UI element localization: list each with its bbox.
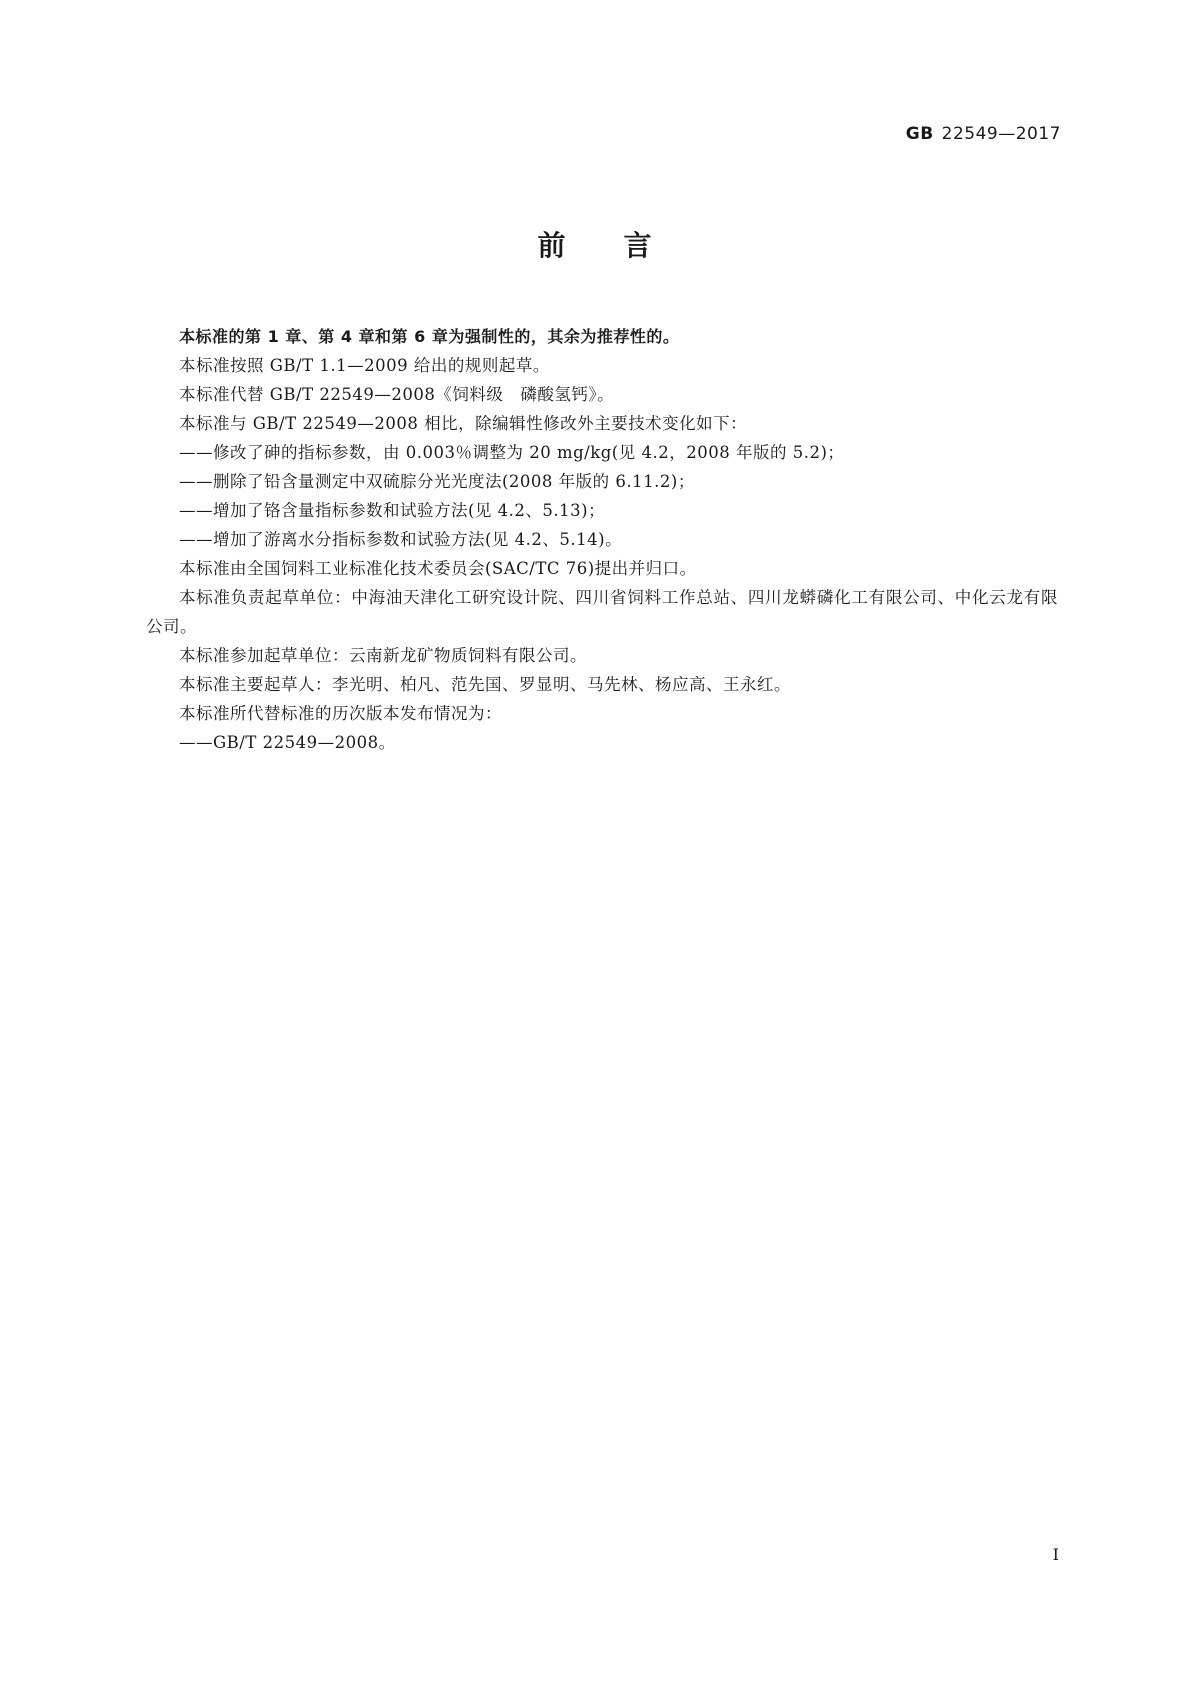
- page-title: [0, 224, 1191, 264]
- paragraph-proposed-by: 本标准由全国饲料工业标准化技术委员会(SAC/TC 76)提出并归口。: [179, 559, 697, 578]
- change-item-lead-method: ——删除了铅含量测定中双硫腙分光光度法(2008 年版的 6.11.2)；: [179, 472, 695, 491]
- title-char-2: 言: [623, 229, 654, 262]
- preface-body: [146, 322, 1058, 757]
- standard-number: 22549—2017: [941, 124, 1061, 144]
- paragraph-changes-intro: 本标准与 GB/T 22549—2008 相比，除编辑性修改外主要技术变化如下：: [179, 414, 748, 433]
- paragraph-history-intro: 本标准所代替标准的历次版本发布情况为：: [179, 704, 502, 723]
- title-char-1: 前: [537, 229, 568, 262]
- paragraph-participating-units: 本标准参加起草单位：云南新龙矿物质饲料有限公司。: [179, 646, 587, 665]
- change-item-arsenic: ——修改了砷的指标参数，由 0.003％调整为 20 mg/kg(见 4.2，2008 年版的 5.2)；: [179, 443, 845, 462]
- change-item-free-water: ——增加了游离水分指标参数和试验方法(见 4.2、5.14)。: [179, 530, 623, 549]
- standard-prefix: GB: [905, 124, 934, 144]
- change-item-chromium: ——增加了铬含量指标参数和试验方法(见 4.2、5.13)；: [179, 501, 606, 520]
- paragraph-drafting-rules: 本标准按照 GB/T 1.1—2009 给出的规则起草。: [179, 356, 550, 375]
- paragraph-responsible-units: 本标准负责起草单位：中海油天津化工研究设计院、四川省饲料工作总站、四川龙蟒磷化工有限公司、中化云龙有限公司。: [146, 588, 1058, 636]
- paragraph-replaces: 本标准代替 GB/T 22549—2008《饲料级 磷酸氢钙》。: [179, 385, 615, 404]
- paragraph-mandatory-clauses: 本标准的第 1 章、第 4 章和第 6 章为强制性的，其余为推荐性的。: [179, 327, 680, 346]
- history-item: ——GB/T 22549—2008。: [179, 733, 396, 752]
- page-number: I: [1052, 1545, 1059, 1564]
- standard-code: [906, 124, 1061, 144]
- paragraph-drafters: 本标准主要起草人：李光明、柏凡、范先国、罗显明、马先林、杨应高、王永红。: [179, 675, 791, 694]
